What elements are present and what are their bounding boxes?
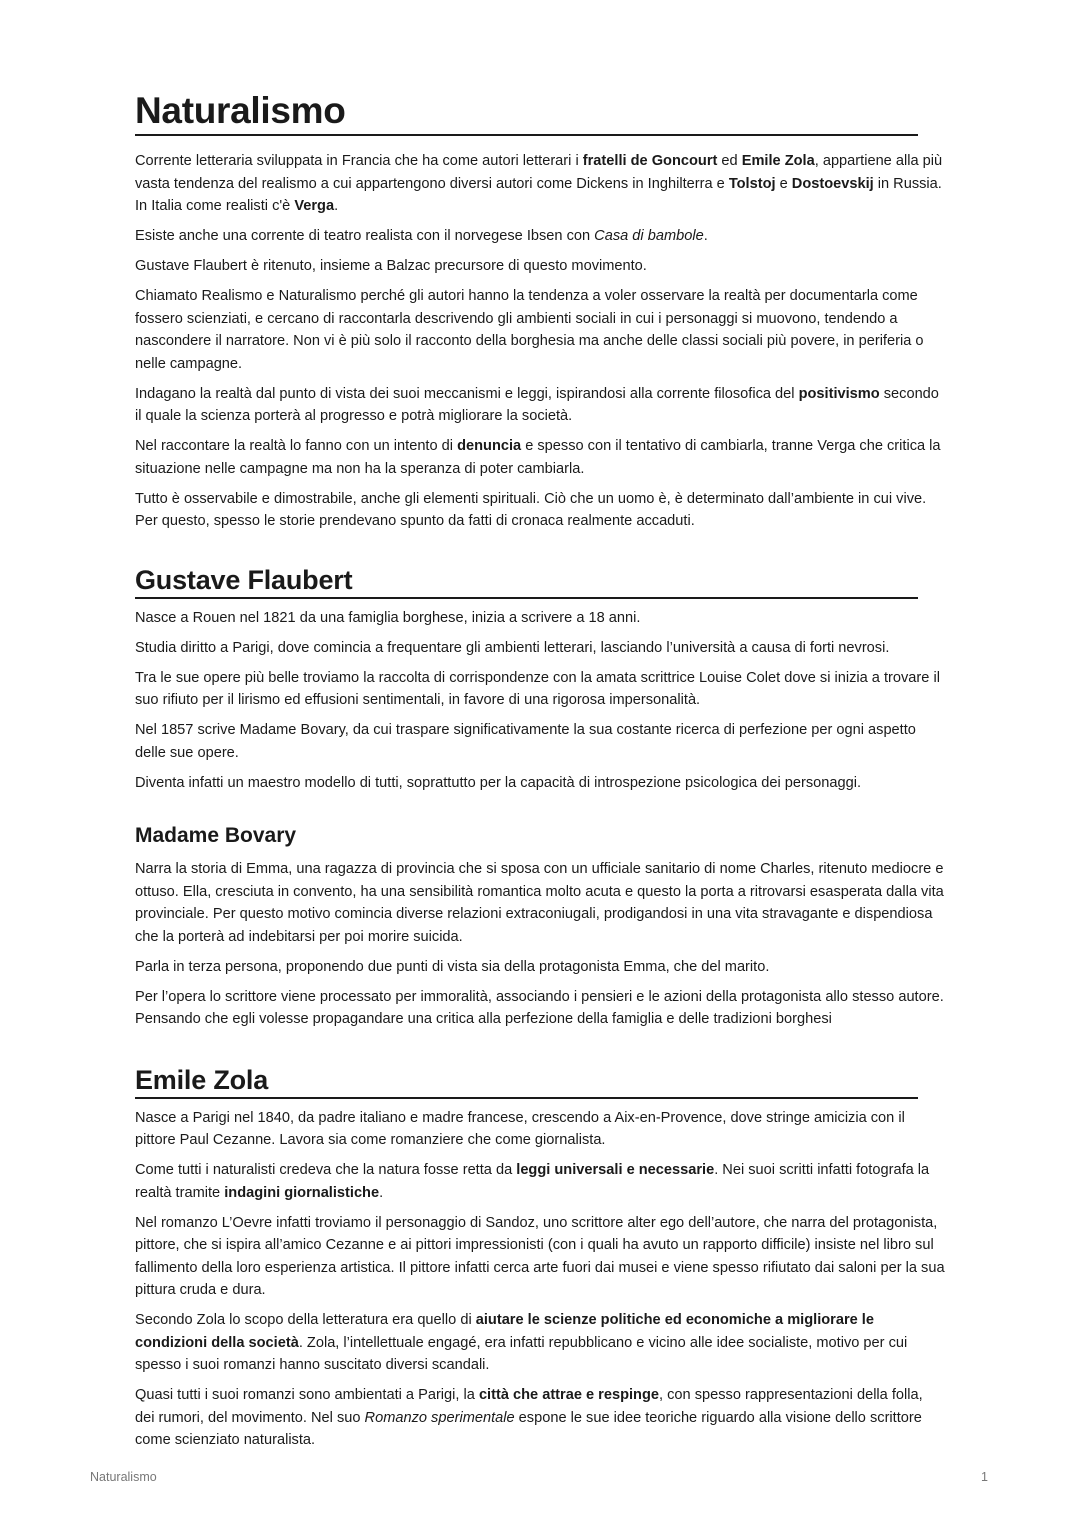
bold-text: positivismo [798, 385, 880, 402]
paragraph: Nel raccontare la realtà lo fanno con un intento di denuncia e spesso con il tentativo di cambiarla, tranne Verga che critica la situazione nelle campagne ma non ha la speranza di poter cambiarla. [135, 438, 941, 477]
bovary-body [135, 858, 945, 1031]
paragraph: Studia diritto a Parigi, dove comincia a frequentare gli ambienti letterari, lasciando l’università a causa di forti nevrosi. [135, 639, 890, 656]
paragraph: Narra la storia di Emma, una ragazza di provincia che si sposa con un ufficiale sanitario di nome Charles, ritenuto mediocre e ottuso. Ella, cresciuta in convento, ha una sensibilità romantica molto acuta e questo la porta a ritrovarsi esasperata dalla vita provinciale. Per questo motivo comincia diverse relazioni extraconiugali, prodigandosi in una vita stravagante e dispendiosa che la porterà ad indebitarsi per poi morire suicida. [135, 861, 944, 945]
document-page [135, 88, 945, 1459]
paragraph: Parla in terza persona, proponendo due punti di vista sia della protagonista Emma, che del marito. [135, 958, 770, 975]
italic-text: Casa di bambole [594, 228, 704, 244]
bold-text: città che attrae e respinge [478, 1387, 660, 1403]
paragraph: Corrente letteraria sviluppata in Francia che ha come autori letterari i fratelli de Goncourt ed Emile Zola, appartiene alla più vasta tendenza del realismo a cui appartengono diversi autori come Dickens in Inghilterra e Tolstoj e Dostoevskij in Russia. In Italia come realisti c'è Verga. [135, 153, 943, 214]
paragraph: Chiamato Realismo e Naturalismo perché gli autori hanno la tendenza a voler osservare la realtà per documentarla come fossero scienziati, e cercano di raccontarla descrivendo gli ambienti sociali in cui i personaggi si muovono, tendendo a nascondere il narratore. Non vi è più solo il racconto della borghesia ma anche delle classi sociali più povere, in periferia o nelle campagne. [135, 288, 924, 372]
bovary-section [135, 822, 945, 1031]
footer-title: Naturalismo [90, 1470, 157, 1484]
bold-text: aiutare le scienze politiche ed economiche a migliorare le condizioni della società [135, 1312, 874, 1351]
paragraph: Nel romanzo L’Oevre infatti troviamo il personaggio di Sandoz, uno scrittore alter ego dell’autore, che narra del protagonista, pittore, che si ispira all’amico Cezanne e ai pittori impressionisti (con i quali ha avuto un rapporto difficile) insiste nel libro sul fallimento della loro esperienza artistica. Il pittore infatti cerca arte fuori dai musei e viene spesso rifiutato dai saloni per la sua pittura cruda e dura. [135, 1214, 945, 1298]
paragraph: Secondo Zola lo scopo della letteratura era quello di aiutare le scienze politiche ed economiche a migliorare le condizioni della società. Zola, l’intellettuale engagé, era infatti repubblicano e vicino alle idee socialiste, motivo per cui spesso i suoi romanzi hanno suscitato diversi scandali. [135, 1312, 908, 1373]
paragraph: Gustave Flaubert è ritenuto, insieme a Balzac precursore di questo movimento. [135, 258, 647, 274]
paragraph: Tra le sue opere più belle troviamo la raccolta di corrispondenze con la amata scrittrice Louise Colet dove si inizia a trovare il suo rifiuto per il lirismo ed effusioni sentimentali, in favore di una rigorosa impersonalità. [135, 669, 940, 708]
bold-text: leggi universali e necessarie [516, 1162, 715, 1178]
bold-text: indagini giornalistiche [224, 1184, 380, 1201]
flaubert-heading: Gustave Flaubert [135, 563, 918, 599]
bold-text: Tolstoj [728, 175, 776, 192]
bold-text: Emile Zola [741, 153, 815, 169]
paragraph: Diventa infatti un maestro modello di tutti, soprattutto per la capacità di introspezione psicologica dei personaggi. [135, 774, 862, 791]
paragraph: Nel 1857 scrive Madame Bovary, da cui traspare significativamente la sua costante ricerca di perfezione per ogni aspetto delle sue opere. [135, 722, 916, 761]
italic-text: Romanzo sperimentale [364, 1409, 515, 1426]
bold-text: denuncia [457, 438, 522, 454]
page-number: 1 [981, 1470, 988, 1484]
paragraph: Esiste anche una corrente di teatro realista con il norvegese Ibsen con Casa di bambole. [135, 228, 708, 244]
paragraph: Per l’opera lo scrittore viene processato per immoralità, associando i pensieri e le azioni della protagonista allo stesso autore. Pensando che egli volesse propagandare una critica alla perfezione della famiglia e delle tradizioni borghesi [135, 988, 944, 1027]
paragraph: Tutto è osservabile e dimostrabile, anche gli elementi spirituali. Ciò che un uomo è, è determinato dall’ambiente in cui vive. Per questo, spesso le storie prendevano spunto da fatti di cronaca realmente accaduti. [135, 490, 927, 529]
paragraph: Nasce a Parigi nel 1840, da padre italiano e madre francese, crescendo a Aix-en-Provence, dove stringe amicizia con il pittore Paul Cezanne. Lavora sia come romanziere che come giornalista. [135, 1109, 905, 1148]
paragraph: Come tutti i naturalisti credeva che la natura fosse retta da leggi universali e necessarie. Nei suoi scritti infatti fotografa la realtà tramite indagini giornalistiche. [135, 1162, 930, 1201]
flaubert-section [135, 563, 945, 795]
paragraph: Quasi tutti i suoi romanzi sono ambientati a Parigi, la città che attrae e respinge, con spesso rappresentazioni della folla, dei rumori, del movimento. Nel suo Romanzo sperimentale espone le sue idee teoriche riguardo alla visione dello scrittore come scienziato naturalista. [135, 1387, 923, 1448]
intro-section [135, 150, 945, 533]
bold-text: Verga [294, 198, 335, 214]
page-title: Naturalismo [135, 88, 918, 136]
bovary-heading: Madame Bovary [135, 824, 297, 847]
zola-body [135, 1107, 945, 1452]
paragraph: Nasce a Rouen nel 1821 da una famiglia borghese, inizia a scrivere a 18 anni. [135, 609, 641, 626]
zola-heading: Emile Zola [135, 1063, 918, 1099]
zola-section [135, 1063, 945, 1452]
bold-text: fratelli de Goncourt [582, 153, 718, 169]
flaubert-body [135, 607, 945, 795]
paragraph: Indagano la realtà dal punto di vista dei suoi meccanismi e leggi, ispirandosi alla corrente filosofica del positivismo secondo il quale la scienza porterà al progresso e potrà migliorare la società. [135, 385, 939, 424]
bold-text: Dostoevskij [791, 175, 874, 192]
